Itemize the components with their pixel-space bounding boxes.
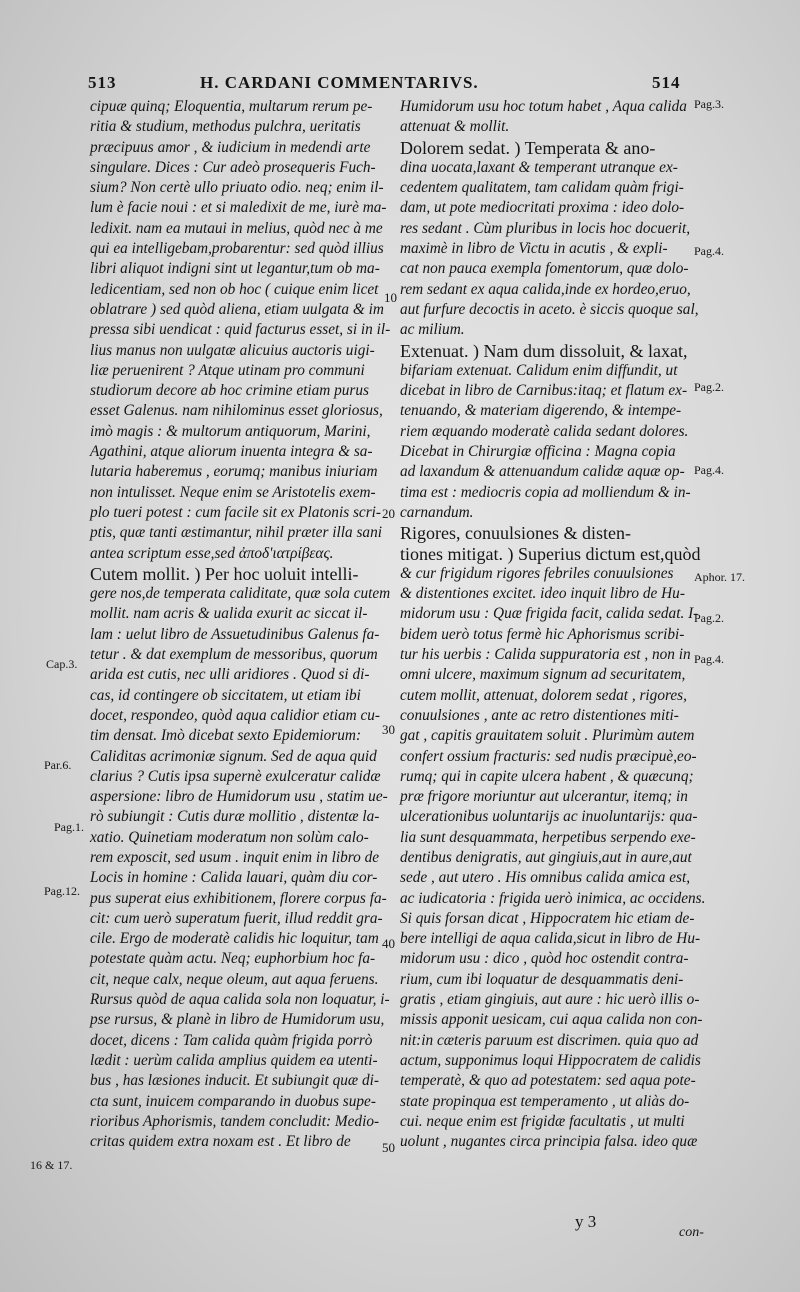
running-title: H. CARDANI COMMENTARIVS. <box>200 73 479 92</box>
text-line: missis apponit uesicam, cui aqua calida non con- <box>400 1011 703 1029</box>
text-line: Caliditas acrimoniæ signum. Sed de aqua quid <box>90 747 377 765</box>
text-line: bifariam extenuat. Calidum enim diffundit, ut <box>400 361 678 379</box>
text-line: Agathini, atque aliorum inuenta integra & sa- <box>90 443 373 461</box>
text-line: plo tueri potest : cum facile sit ex Platonis scri- <box>90 503 382 521</box>
text-line: midorum usu : dico , quòd hoc ostendit contra- <box>400 950 689 968</box>
text-line: docet, respondeo, quòd aqua calidior etiam cu- <box>90 706 381 724</box>
text-line: pressa sibi uendicat : quid facturus esset, si in il- <box>90 321 391 339</box>
text-line: temperatè, & quo ad potestatem: sed aqua pote- <box>400 1072 696 1090</box>
text-line: midorum usu : Quæ frigida facit, calida sedat. I- <box>400 605 699 623</box>
text-line: cas, id contingere ob siccitatem, ut etiam ibi <box>90 686 361 704</box>
margin-note-left: 16 & 17. <box>30 1158 73 1172</box>
text-line: rem sedant ex aqua calida,inde ex hordeo,eruo, <box>400 280 691 298</box>
text-line: potestate quàm actu. Neq; euphorbium hoc fa- <box>90 950 376 968</box>
text-line: tenuando, & materiam digerendo, & intempe- <box>400 402 682 420</box>
text-line: critas quidem extra noxam est . Et libro de <box>90 1133 351 1151</box>
text-line: Dolorem sedat. ) Temperata & ano- <box>400 137 656 158</box>
text-line: Si quis forsan dicat , Hippocratem hic etiam de- <box>400 909 695 927</box>
text-line: lam : uelut libro de Assuetudinibus Galenus fa- <box>90 625 380 643</box>
text-line: ptis, quæ tanti æstimantur, nihil præter illa sani <box>90 524 382 542</box>
text-line: ritia & studium, methodus pulchra, ueritatis <box>90 118 361 136</box>
text-line: singulare. Dices : Cur adeò prosequeris Fuch- <box>90 158 376 176</box>
text-line: sede , aut utero . His omnibus calida amica est, <box>400 869 691 887</box>
text-line: bidem uerò totus fermè hic Aphorismus scribi- <box>400 625 685 643</box>
text-line: nit:in cæteris paruum est discrimen. quia quo ad <box>400 1031 699 1049</box>
text-line: rium, cum ibi loquatur de desquammatis deni- <box>400 970 684 988</box>
text-line: gere nos,de temperata caliditate, quæ sola cutem <box>90 585 391 603</box>
text-line: rò subiungit : Cutis duræ mollitio , distentæ la- <box>90 808 380 826</box>
text-line: ad laxandum & attenuandum calidæ aquæ op- <box>400 463 685 481</box>
line-number: 30 <box>382 722 395 737</box>
margin-note-right: Aphor. 17. <box>694 570 745 584</box>
text-line: maximè in libro de Victu in acutis , & expli- <box>400 240 668 258</box>
margin-note-right: Pag.2. <box>694 611 724 625</box>
text-line: lutaria haberemus , eorumq; manibus iniuriam <box>90 463 378 481</box>
text-line: ledicentiam, sed non ob hoc ( cuique enim licet <box>90 280 379 298</box>
margin-note-left: Par.6. <box>44 758 72 772</box>
text-line: lius manus non uulgatæ alicuius auctoris uigi- <box>90 341 375 359</box>
catchword: con- <box>679 1225 704 1240</box>
text-line: cui. neque enim est frigidæ facultatis , ut multi <box>400 1112 685 1130</box>
text-line: & distentiones excitet. ideo inquit libro de Hu- <box>400 585 685 603</box>
text-line: imò magis : & multorum antiquorum, Marini, <box>90 422 371 440</box>
text-line: cat non pauca exempla fomentorum, quæ dolo- <box>400 260 689 278</box>
text-line: res sedant . Cùm pluribus in locis hoc docuerit, <box>400 219 691 237</box>
text-line: ac milium. <box>400 321 465 339</box>
text-line: esset Galenus. nam nihilominus esset gloriosus, <box>90 402 383 420</box>
text-line: cutem mollit, attenuat, dolorem sedat , rigores, <box>400 686 687 704</box>
margin-note-left: Pag.1. <box>54 820 84 834</box>
text-line: attenuat & mollit. <box>400 118 510 136</box>
text-line: actum, supponimus loqui Hippocratem de calidis <box>400 1051 701 1069</box>
text-line: rumq; qui in capite ulcera habent , & quæcunq; <box>400 767 694 785</box>
text-line: cipuæ quinq; Eloquentia, multarum rerum pe- <box>90 98 373 115</box>
text-line: lædit : uerùm calida amplius quidem ea utenti- <box>90 1051 378 1069</box>
text-line: Humidorum usu hoc totum habet , Aqua calida <box>400 98 687 115</box>
text-line: tima est : mediocris copia ad molliendum & in- <box>400 483 691 501</box>
text-line: omni ulcere, maximum signum ad securitatem, <box>400 666 686 684</box>
text-line: bus , has læsiones inducit. Et subiungit quæ di- <box>90 1072 379 1090</box>
text-line: ledixit. nam ea mutaui in melius, quòd nec à me <box>90 219 383 237</box>
text-line: clarius ? Cutis ipsa supernè exulceratur calidæ <box>90 767 381 785</box>
text-line: Rigores, conuulsiones & disten- <box>400 523 631 544</box>
page-number-right: 514 <box>652 73 681 92</box>
text-line: Dicebat in Chirurgiæ officina : Magna copia <box>400 443 676 461</box>
text-line: aspersione: libro de Humidorum usu , statim ue- <box>90 788 388 806</box>
text-line: & cur frigidum rigores febriles conuulsiones <box>400 564 674 582</box>
text-line: pse rursus, & planè in libro de Humidorum usu, <box>90 1011 385 1029</box>
text-line: dam, ut pote mediocritati proxima : ideo dolo- <box>400 199 685 217</box>
margin-note-left: Cap.3. <box>46 657 78 671</box>
text-line: gratis , etiam gingiuis, aut aure : hic uerò illis o- <box>400 991 700 1009</box>
margin-note-right: Pag.2. <box>694 380 724 394</box>
text-line: dentibus denigratis, aut gingiuis,aut in aure,aut <box>400 848 692 866</box>
text-line: ac iudicatoria : frigida uerò inimica, ac occidens. <box>400 889 706 907</box>
text-line: cit: cum uerò superatum fuerit, illud reddit gra- <box>90 909 383 927</box>
text-line: arida est cutis, nec ulli aridiores . Quod si di- <box>90 666 370 684</box>
text-line: state propinqua est temperamento , ut aliàs do- <box>400 1092 690 1110</box>
margin-note-right: Pag.4. <box>694 463 724 477</box>
text-line: conuulsiones , ante ac retro distentiones miti- <box>400 706 679 724</box>
margin-note-right: Pag.3. <box>694 97 724 111</box>
margin-note-left: Pag.12. <box>44 884 80 898</box>
text-line: liæ peruenirent ? Atque utinam pro communi <box>90 361 365 379</box>
page-number-left: 513 <box>88 73 117 92</box>
text-line: carnandum. <box>400 503 474 521</box>
text-line: lum è facie noui : et si maledixit de me, iurè ma- <box>90 199 387 217</box>
text-line: ulcerationibus uoluntarijs ac inuoluntarijs: qua- <box>400 808 698 826</box>
text-line: aut furfure decoctis in aceto. è siccis quoque sal, <box>400 300 699 318</box>
margin-note-right: Pag.4. <box>694 652 724 666</box>
text-line: tetur . & dat exemplum de messoribus, quorum <box>90 646 378 664</box>
text-line: libri aliquot indigni sint ut legantur,tum ob ma- <box>90 260 380 278</box>
text-line: mollit. nam acris & ualida exurit ac siccat il- <box>90 605 368 623</box>
text-line: dina uocata,laxant & temperant utranque ex- <box>400 158 678 176</box>
line-number: 20 <box>382 506 395 521</box>
text-line: sium? Non certè ullo priuato odio. neq; enim il- <box>90 179 384 197</box>
text-line: cile. Ergo de moderatè calidis hic loquitur, tam <box>90 930 379 948</box>
text-line: xatio. Quinetiam moderatum non solùm calo- <box>90 828 369 846</box>
text-line: præcipuus amor , & iudicium in medendi arte <box>90 138 371 156</box>
text-line: rem exposcit, sed usum . inquit enim in libro de <box>90 848 380 866</box>
text-line: Locis in homine : Calida lauari, quàm diu cor- <box>90 869 378 887</box>
text-line: gat , capitis grauitatem soluit . Plurimùm autem <box>400 727 695 745</box>
text-line: Extenuat. ) Nam dum dissoluit, & laxat, <box>400 340 688 361</box>
text-line: non intulisset. Neque enim se Aristotelis exem- <box>90 483 376 501</box>
line-number: 40 <box>382 936 395 951</box>
text-line: bere intelligi de aqua calida,sicut in libro de Hu- <box>400 930 701 948</box>
text-line: uolunt , nugantes circa principia falsa. ideo quæ <box>400 1133 698 1151</box>
text-line: dicebat in libro de Carnibus:itaq; et flatum ex- <box>400 382 688 400</box>
text-line: antea scriptum esse,sed ἀποδ'ιατρίβεας. <box>90 544 334 562</box>
text-line: Cutem mollit. ) Per hoc uoluit intelli- <box>90 563 359 584</box>
text-line: qui ea intelligebam,probarentur: sed quòd illius <box>90 240 384 258</box>
text-line: studiorum decore ab hoc crimine etiam purus <box>90 382 369 400</box>
text-line: riem æquando moderatè calida sedant dolores. <box>400 422 689 440</box>
line-number: 10 <box>384 290 397 305</box>
line-number: 50 <box>382 1140 395 1155</box>
text-line: lia sunt desquammata, herpetibus serpendo exe- <box>400 828 696 846</box>
signature-mark: y 3 <box>575 1212 597 1231</box>
text-line: pus superat eius exhibitionem, florere corpus fa- <box>90 889 387 907</box>
margin-note-right: Pag.4. <box>694 244 724 258</box>
text-line: Rursus quòd de aqua calida sola non loquatur, i- <box>90 991 390 1009</box>
text-line: tiones mitigat. ) Superius dictum est,quòd <box>400 543 701 564</box>
text-line: oblatrare ) sed quòd aliena, etiam uulgata & im <box>90 300 384 318</box>
text-line: cta sunt, inuicem comparando in duobus supe- <box>90 1092 376 1110</box>
text-line: tur his uerbis : Calida suppuratoria est , non in <box>400 646 691 664</box>
text-line: cit, neque calx, neque oleum, aut aqua feruens. <box>90 970 379 988</box>
text-line: docet, dicens : Tam calida quàm frigida porrò <box>90 1031 373 1049</box>
text-line: præ frigore moriuntur aut ulcerantur, itemq; in <box>400 788 688 806</box>
right-text-column <box>400 97 706 1152</box>
text-line: confert ossium fracturis: sed nudis præcipuè,eo- <box>400 747 697 765</box>
text-line: rioribus Aphorismis, tandem concludit: Medio- <box>90 1112 380 1130</box>
text-line: cedentem qualitatem, tam calidam quàm frigi- <box>400 179 684 197</box>
text-line: tim densat. Imò dicebat sexto Epidemiorum: <box>90 727 362 745</box>
